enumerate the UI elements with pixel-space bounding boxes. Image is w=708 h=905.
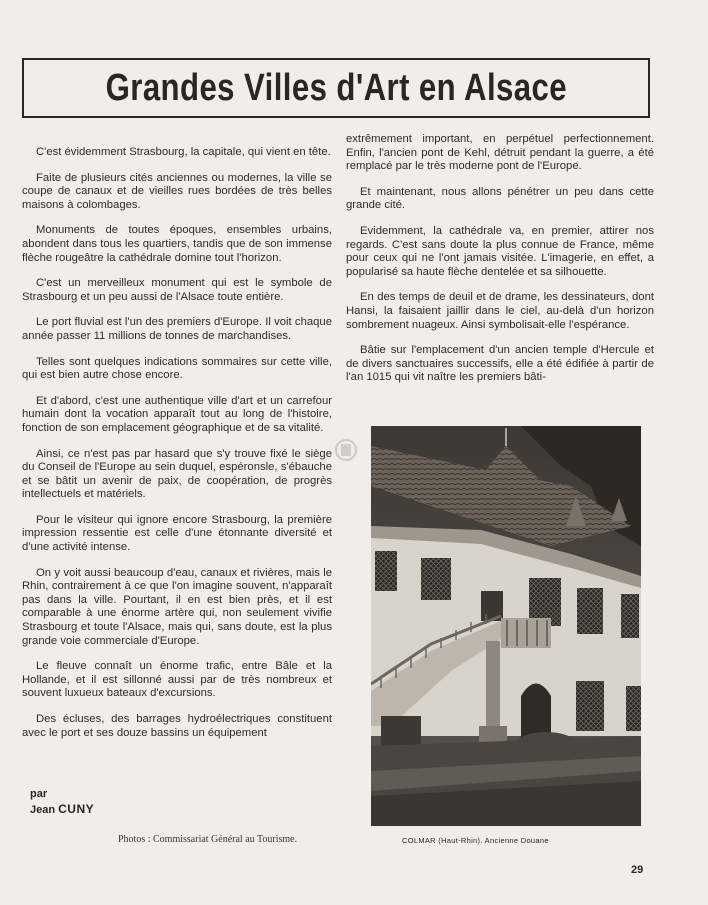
paragraph: Faite de plusieurs cités anciennes ou modernes, la ville se coupe de canaux et de vieilles rues bordées de très belles maisons à colombages. xyxy=(22,171,332,211)
byline-par: par xyxy=(30,788,48,800)
paragraph: Le port fluvial est l'un des premiers d'Europe. Il voit chaque année passer 11 millions de tonnes de marchandises. xyxy=(22,316,332,342)
paragraph: Et d'abord, c'est une authentique ville d'art et un carrefour humain dont la vocation apparaît tout au long de l'histoire, fonction de son emplacement géographique et de sa vitalité. xyxy=(22,394,332,434)
author-name xyxy=(30,802,94,818)
paragraph: C'est un merveilleux monument qui est le symbole de Strasbourg et un peu aussi de l'Alsace toute entière. xyxy=(22,277,332,303)
paragraph: Evidemment, la cathédrale va, en premier, attirer nos regards. C'est sans doute la plus connue de France, même pour ceux qui ne l'ont jamais visitée. L'imagerie, en effet, a popularisé sa haute flèche dentelée et sa silhouette. xyxy=(346,224,654,278)
paragraph: Monuments de toutes époques, ensembles urbains, abondent dans tous les quartiers, tandis que de son immense flèche rougeâtre la cathédrale domine tout l'horizon. xyxy=(22,224,332,264)
photo-caption: COLMAR (Haut-Rhin). Ancienne Douane xyxy=(402,836,549,845)
byline xyxy=(30,787,94,818)
photo-colmar-ancienne-douane xyxy=(371,426,641,826)
paragraph: Le fleuve connaît un énorme trafic, entre Bâle et la Hollande, et il est sillonné aussi par de très nombreux et souvent luxueux bateaux d'excursions. xyxy=(22,660,332,700)
title-frame xyxy=(22,58,650,118)
photos-credit: Photos : Commissariat Général au Tourisme. xyxy=(118,834,298,845)
paragraph: Des écluses, des barrages hydroélectriques constituent avec le port et ses douze bassins un équipement xyxy=(22,713,332,739)
paragraph: Telles sont quelques indications sommaires sur cette ville, qui est bien autre chose encore. xyxy=(22,355,332,382)
library-stamp-icon xyxy=(333,436,359,466)
paragraph: Ainsi, ce n'est pas par hasard que s'y trouve fixé le siège du Conseil de l'Europe au sein duquel, espéronsle, s'ébauche et se bâtit un avenir de paix, de coopération, de progrès intellectuels et matériels. xyxy=(22,447,332,501)
paragraph: En des temps de deuil et de drame, les dessinateurs, dont Hansi, la faisaient jaillir dans le ciel, au-delà d'un horizon sombrement nuageux. Ainsi symbolisait-elle l'espérance. xyxy=(346,291,654,331)
photo-illustration xyxy=(371,426,641,826)
left-column xyxy=(22,146,332,752)
paragraph: On y voit aussi beaucoup d'eau, canaux et rivières, mais le Rhin, contrairement à ce que l'on imagine souvent, n'apparaît pas dans la ville. Pourtant, il en est bien près, et il est comparable à une énorme artère qui, non seulement vivifie Strasbourg et toute l'Alsace, mais qui, sans doute, est la plus grande voie commerciale d'Europe. xyxy=(22,566,332,647)
author-last: CUNY xyxy=(58,802,95,816)
page-number: 29 xyxy=(631,864,644,876)
paragraph: Et maintenant, nous allons pénétrer un peu dans cette grande cité. xyxy=(346,185,654,212)
right-column xyxy=(346,133,654,397)
paragraph: Bâtie sur l'emplacement d'un ancien temple d'Hercule et de divers sanctuaires successifs, elle a été édifiée à partir de l'an 1015 qui vit naître les premiers bâti- xyxy=(346,344,654,384)
paragraph: extrêmement important, en perpétuel perfectionnement. Enfin, l'ancien pont de Kehl, détruit pendant la guerre, a été remplacé par le très moderne pont de l'Europe. xyxy=(346,133,654,173)
paragraph: C'est évidemment Strasbourg, la capitale, qui vient en tête. xyxy=(36,146,331,158)
page-title: Grandes Villes d'Art en Alsace xyxy=(105,66,567,109)
author-first: Jean xyxy=(30,804,56,816)
paragraph: Pour le visiteur qui ignore encore Strasbourg, la première impression ressentie est celle d'une étonnante diversité et d'une activité intense. xyxy=(22,513,332,554)
